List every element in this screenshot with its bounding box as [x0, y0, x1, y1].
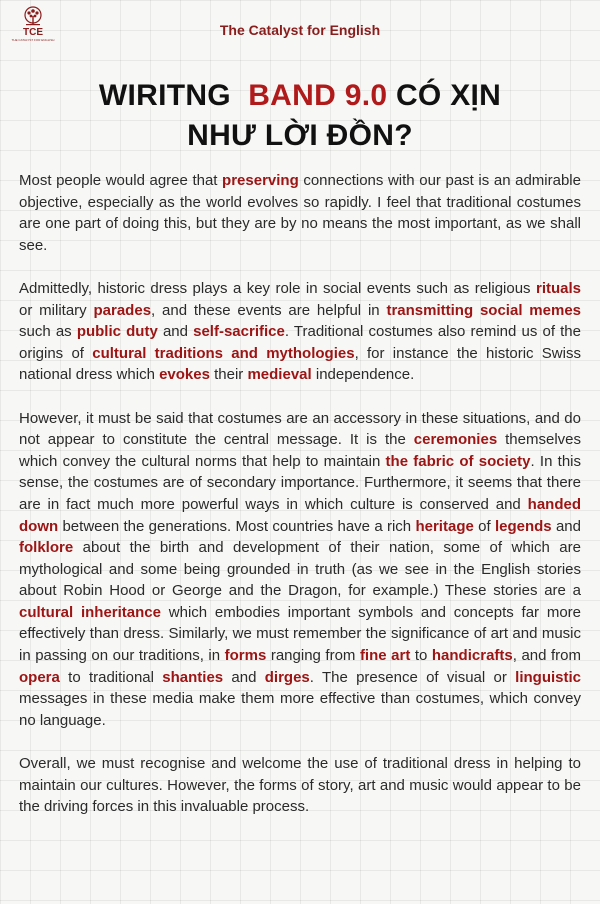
paragraph-text: and — [551, 517, 581, 535]
paragraph-text: of — [473, 517, 495, 535]
essay-paragraph — [19, 753, 581, 818]
vocab-highlight: evokes — [159, 366, 210, 384]
essay-paragraph — [19, 170, 581, 256]
vocab-highlight: parades — [93, 301, 152, 319]
vocab-highlight: opera — [19, 668, 60, 686]
paragraph-text: which embodies important symbols and concepts far more effectively than dress. Similarly, we must remember the significance of art and music in passing on our traditions, in — [19, 603, 581, 665]
vocab-highlight: linguistic — [515, 668, 581, 686]
vocab-highlight: heritage — [415, 517, 474, 535]
paragraph-text: Overall, we must recognise and welcome the use of traditional dress in helping to maintain our cultures. However, the forms of story, art and music would appear to be the driving forces in this invaluable process. — [19, 755, 581, 816]
vocab-highlight: preserving — [222, 172, 299, 189]
vocab-highlight: rituals — [535, 279, 581, 297]
paragraph-text: about the birth and development of their nation, some of which are mythological and some being grounded in truth (as we see in the English stories about Robin Hood or George and the Dragon, for example.) These stories are a — [19, 539, 581, 600]
paragraph-text: However, it must be said that costumes are an accessory in these situations, and do not appear to constitute the central message. It is the — [19, 409, 581, 449]
paragraph-text: or military — [19, 301, 94, 319]
vocab-highlight: cultural traditions and mythologies — [92, 344, 355, 362]
vocab-highlight: legends — [494, 517, 552, 535]
paragraph-text: independence. — [311, 366, 415, 384]
paragraph-text: Admittedly, historic dress plays a key role in social events such as religious — [19, 279, 536, 297]
title-line-1 — [0, 76, 600, 116]
title-word-writing: WIRITNG — [98, 79, 231, 112]
logo-subtext: THE CATALYST FOR ENGLISH — [11, 38, 55, 42]
vocab-highlight: transmitting social memes — [386, 301, 582, 319]
vocab-highlight: forms — [224, 647, 267, 665]
vocab-highlight: medieval — [247, 366, 312, 384]
paragraph-text: ranging from — [266, 647, 360, 665]
vocab-highlight: handicrafts — [431, 647, 513, 665]
paragraph-text: , and from — [512, 647, 582, 665]
paragraph-text: connections with our past is an admirable objective, especially as the world evolves so rapidly. I feel that traditional costumes are one part of doing this, but they are by no means the most important, as we shall see. — [19, 172, 581, 254]
brand-name: The Catalyst for English — [219, 22, 381, 38]
paragraph-text: to traditional — [59, 668, 163, 686]
vocab-highlight: dirges — [264, 668, 310, 686]
paragraph-text: themselves which convey the cultural norms that help to maintain — [19, 431, 581, 470]
essay-body — [19, 170, 581, 839]
vocab-highlight: self-sacrifice — [193, 323, 285, 341]
vocab-highlight: cultural inheritance — [19, 603, 161, 621]
paragraph-text: to — [410, 647, 432, 665]
paragraph-text: and — [157, 323, 194, 341]
paragraph-text: Most people would agree that — [19, 172, 223, 189]
paragraph-text: , and these events are helpful in — [151, 301, 387, 319]
vocab-highlight: handed down — [19, 495, 581, 535]
logo-text: TCE — [23, 27, 43, 38]
title-band-score: BAND 9.0 — [248, 79, 388, 112]
vocab-highlight: ceremonies — [413, 431, 498, 449]
title-line-2: NHƯ LỜI ĐỒN? — [187, 119, 413, 152]
essay-paragraph — [19, 278, 581, 386]
paragraph-text: , for instance the historic Swiss national dress which — [19, 344, 581, 384]
paragraph-text: and — [223, 668, 265, 686]
page-title — [0, 76, 600, 156]
title-word-co-xin: CÓ XỊN — [395, 79, 502, 112]
paragraph-text: between the generations. Most countries have a rich — [58, 517, 416, 535]
paragraph-text: . In this sense, the costumes are of secondary importance. Furthermore, it seems that there are in fact much more powerful ways in which culture is conserved and — [19, 452, 581, 513]
paragraph-text: such as — [19, 323, 77, 341]
vocab-highlight: public duty — [76, 323, 158, 341]
vocab-highlight: fine art — [359, 647, 411, 665]
paragraph-text: their — [209, 366, 248, 384]
vocab-highlight: folklore — [19, 539, 74, 557]
paragraph-text: messages in these media make them more effective than costumes, which convey no language. — [19, 690, 581, 729]
vocab-highlight: the fabric of society — [385, 452, 531, 470]
vocab-highlight: shanties — [162, 668, 224, 686]
essay-paragraph — [19, 408, 581, 732]
paragraph-text: . The presence of visual or — [309, 668, 516, 686]
paragraph-text: . Traditional costumes also remind us of the origins of — [19, 323, 581, 362]
